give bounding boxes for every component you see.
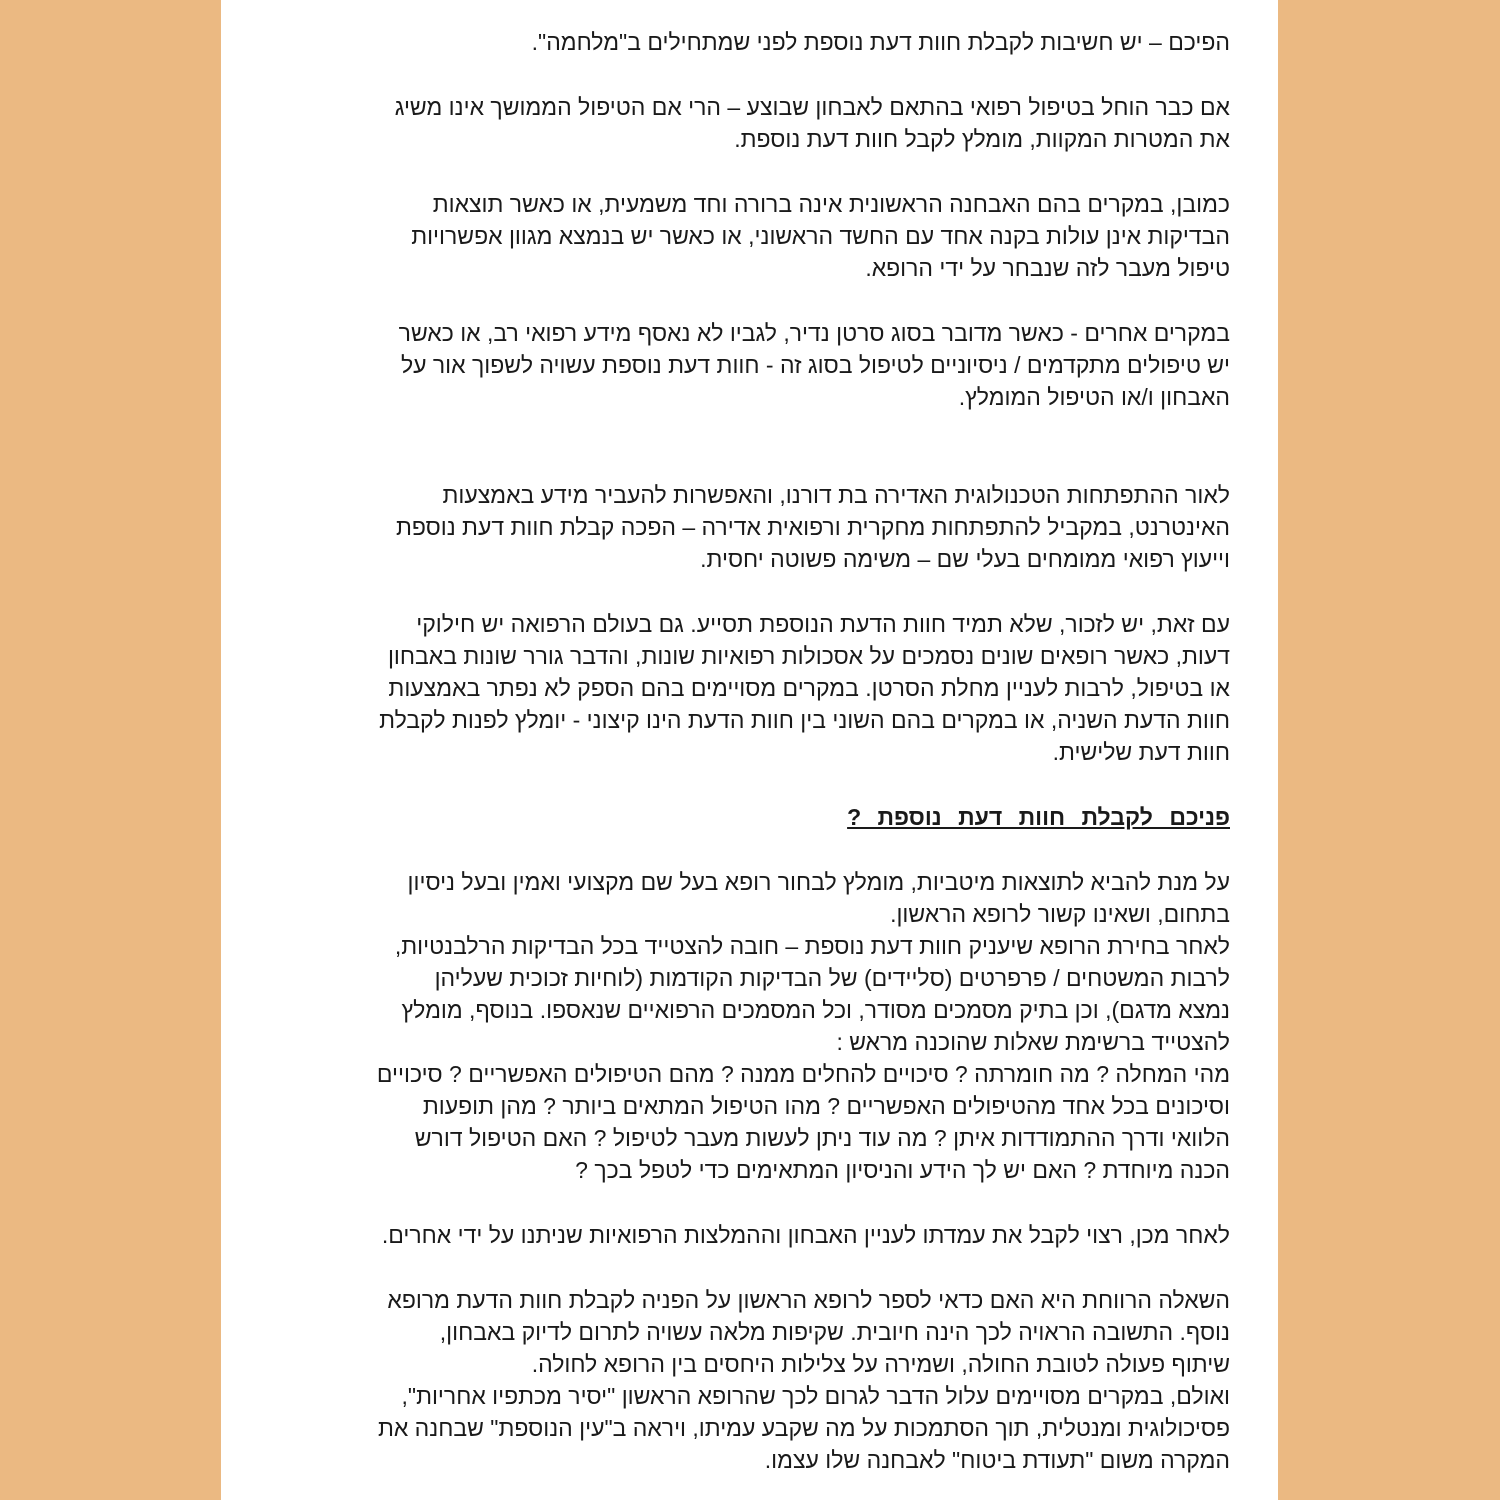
- text-line: נמצא מדגם), וכן בתיק מסמכים מסודר, וכל המסמכים הרפואיים שנאספו. בנוסף, מומלץ: [401, 997, 1230, 1023]
- paragraph-inform-first-doctor: [245, 1284, 1230, 1476]
- text-line: ואולם, במקרים מסויימים עלול הדבר לגרום לכך שהרופא הראשון "יסיר מכתפיו אחריות",: [401, 1383, 1230, 1409]
- text-line: המקרה משום "תעודת ביטוח" לאבחנה שלו עצמו.: [764, 1447, 1230, 1473]
- paragraph-technology: [245, 479, 1230, 575]
- text-line: פסיכולוגית ומנטלית, תוך הסתמכות על מה שקבע עמיתו, ויראה ב"עין הנוספת" שבחנה את: [377, 1415, 1230, 1441]
- text-line: השאלה הרווחת היא האם כדאי לספר לרופא הראשון על הפניה לקבלת חוות הדעת מרופא: [387, 1287, 1230, 1313]
- document-page: [221, 0, 1278, 1500]
- text-line: את המטרות המקוות, מומלץ לקבל חוות דעת נוספת.: [734, 126, 1230, 152]
- text-line: במקרים אחרים - כאשר מדובר בסוג סרטן נדיר, לגביו לא נאסף מידע רפואי רב, או כאשר: [398, 320, 1230, 346]
- paragraph-rare-cancer: [245, 317, 1230, 413]
- text-line: עם זאת, יש לזכור, שלא תמיד חוות הדעת הנוספת תסייע. גם בעולם הרפואה יש חילוקי: [416, 611, 1230, 637]
- text-line: האינטרנט, במקביל להתפתחות מחקרית ורפואית אדירה – הפכה קבלת חוות דעת נוספת: [395, 514, 1230, 540]
- text-line: וייעוץ רפואי ממומחים בעלי שם – משימה פשוטה יחסית.: [700, 546, 1230, 572]
- text-line: בתחום, ושאינו קשור לרופא הראשון.: [890, 901, 1230, 927]
- paragraph-differing-opinions: [245, 608, 1230, 768]
- paragraph-unclear-diagnosis: [245, 188, 1230, 284]
- paragraph-other-opinions: [245, 1219, 1230, 1251]
- text-line: חוות הדעת השניה, או במקרים בהם השוני בין חוות הדעת הינו קיצוני - יומלץ לפנות לקבלת: [379, 707, 1230, 733]
- text-line: טיפול מעבר לזה שנבחר על ידי הרופא.: [865, 255, 1230, 281]
- text-line: לאחר בחירת הרופא שיעניק חוות דעת נוספת – חובה להצטייד בכל הבדיקות הרלבנטיות,: [394, 933, 1230, 959]
- paragraph-ongoing-treatment: [245, 91, 1230, 155]
- text-line: נוסף. התשובה הראויה לכך הינה חיובית. שקיפות מלאה עשויה לתרום לדיוק באבחון,: [439, 1319, 1230, 1345]
- paragraph-intro: [245, 26, 1230, 58]
- text-line: הפיכם – יש חשיבות לקבלת חוות דעת נוספת לפני שמתחילים ב"מלחמה".: [531, 29, 1230, 55]
- text-line: כמובן, במקרים בהם האבחנה הראשונית אינה ברורה וחד משמעית, או כאשר תוצאות: [432, 191, 1230, 217]
- text-line: שיתוף פעולה לטובת החולה, ושמירה על צלילות היחסים בין הרופא לחולה.: [531, 1351, 1230, 1377]
- text-line: לאור ההתפתחות הטכנולוגית האדירה בת דורנו, והאפשרות להעביר מידע באמצעות: [442, 482, 1230, 508]
- text-line: דעות, כאשר רופאים שונים נסמכים על אסכולות רפואיות שונות, והדבר גורר שונות באבחון: [387, 643, 1230, 669]
- text-line: להצטייד ברשימת שאלות שהוכנה מראש :: [836, 1029, 1230, 1055]
- text-line: מהי המחלה ? מה חומרתה ? סיכויים להחלים ממנה ? מהם הטיפולים האפשריים ? סיכויים: [376, 1061, 1230, 1087]
- text-line: לרבות המשטחים / פרפרטים (סליידים) של הבדיקות הקודמות (לוחיות זכוכית שעליהן: [434, 965, 1230, 991]
- text-line: האבחון ו/או הטיפול המומלץ.: [958, 384, 1230, 410]
- text-line: הבדיקות אינן עולות בקנה אחד עם החשד הראשוני, או כאשר יש בנמצא מגוון אפשרויות: [411, 223, 1230, 249]
- text-line: לאחר מכן, רצוי לקבל את עמדתו לעניין האבחון וההמלצות הרפואיות שניתנו על ידי אחרים.: [381, 1222, 1230, 1248]
- text-line: יש טיפולים מתקדמים / ניסיוניים לטיפול בסוג זה - חוות דעת נוספת עשויה לשפוך אור על: [400, 352, 1230, 378]
- text-line: הכנה מיוחדת ? האם יש לך הידע והניסיון המתאימים כדי לטפל בכך ?: [575, 1157, 1230, 1183]
- text-line: או בטיפול, לרבות לעניין מחלת הסרטן. במקרים מסויימים בהם הספק לא נפתר באמצעות: [388, 675, 1230, 701]
- text-line: אם כבר הוחל בטיפול רפואי בהתאם לאבחון שבוצע – הרי אם הטיפול הממושך אינו משיג: [394, 94, 1230, 120]
- paragraph-choosing-doctor: [245, 866, 1230, 1186]
- document-body: [245, 26, 1230, 1476]
- text-line: הלוואי ודרך ההתמודדות איתן ? מה עוד ניתן לעשות מעבר לטיפול ? האם הטיפול דורש: [414, 1125, 1230, 1151]
- text-line: וסיכונים בכל אחד מהטיפולים האפשריים ? מהו הטיפול המתאים ביותר ? מהן תופעות: [422, 1093, 1230, 1119]
- section-heading: פניכם לקבלת חוות דעת נוספת ?: [847, 804, 1230, 830]
- text-line: חוות דעת שלישית.: [1052, 739, 1230, 765]
- text-line: על מנת להביא לתוצאות מיטביות, מומלץ לבחור רופא בעל שם מקצועי ואמין ובעל ניסיון: [407, 869, 1230, 895]
